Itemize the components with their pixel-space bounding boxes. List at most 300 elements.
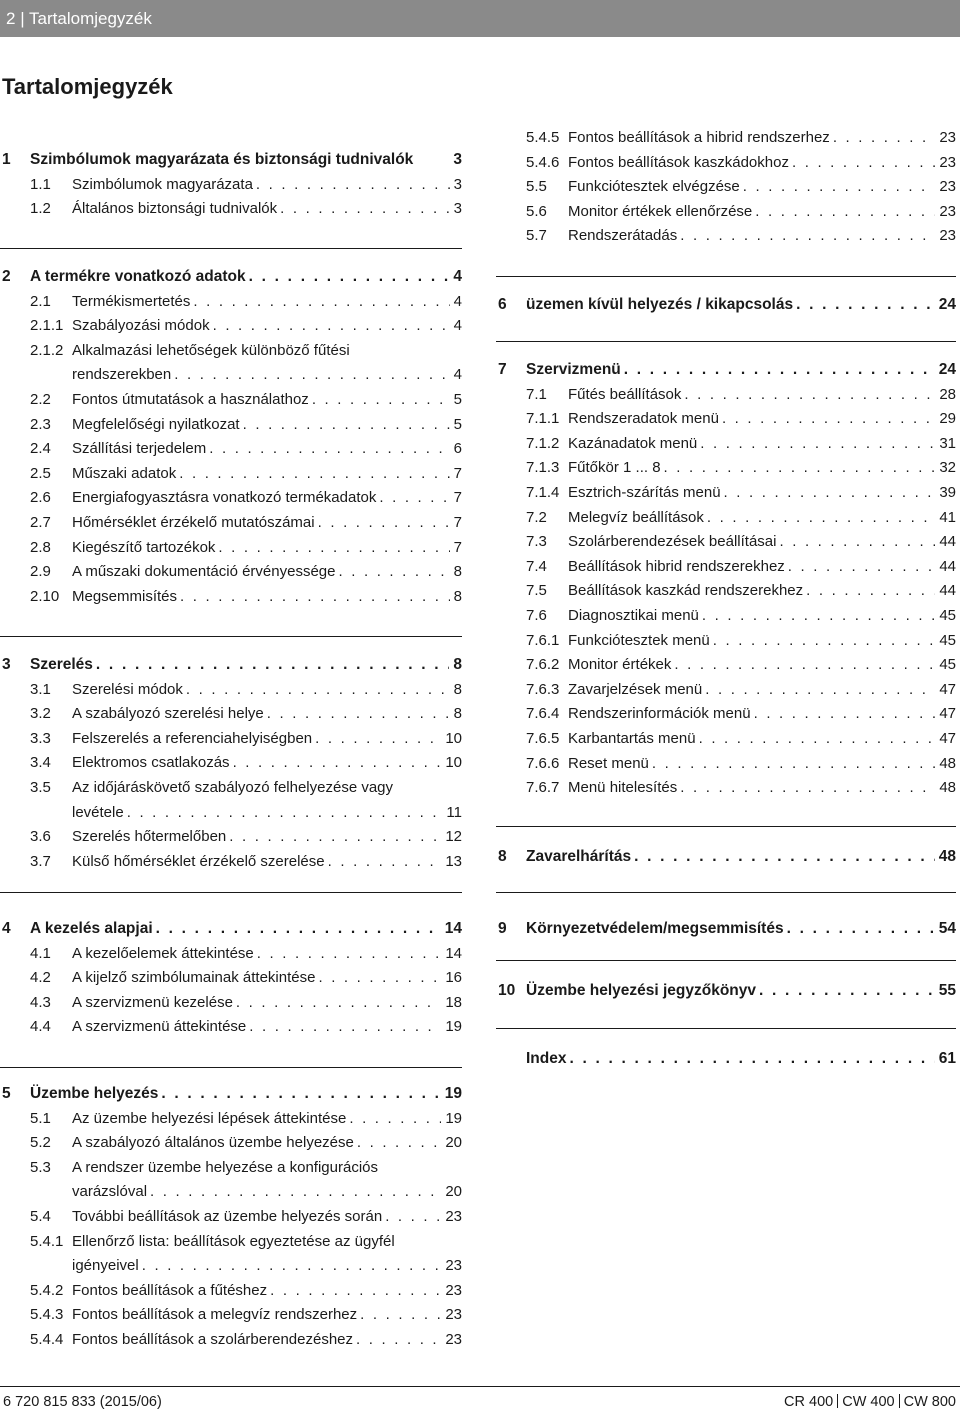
toc-entry-page: 20 <box>445 1183 462 1201</box>
toc-dot-leader <box>756 979 935 1004</box>
header-separator: | <box>20 9 25 28</box>
toc-entry[interactable] <box>0 462 462 487</box>
toc-entry-page: 4 <box>453 317 462 335</box>
toc-entry-title-row <box>72 413 462 438</box>
toc-dot-leader <box>721 481 936 506</box>
toc-entry-page <box>458 339 462 364</box>
toc-entry-title-row <box>72 1303 462 1328</box>
toc-entry[interactable] <box>0 917 462 942</box>
footer-separator <box>899 1394 900 1408</box>
toc-dot-leader <box>696 727 936 752</box>
toc-entry-title-row <box>568 456 956 481</box>
toc-dot-leader <box>710 629 936 654</box>
toc-entry[interactable] <box>496 1047 956 1072</box>
toc-entry-number: 5.4 <box>30 1207 51 1225</box>
toc-dot-leader <box>677 224 935 249</box>
toc-entry-number: 3.5 <box>30 778 51 796</box>
toc-entry[interactable] <box>496 604 956 629</box>
toc-entry-title-row <box>568 702 956 727</box>
toc-dot-leader <box>566 1047 934 1072</box>
toc-entry-page <box>458 1230 462 1255</box>
toc-entry-title-row <box>526 979 956 1004</box>
toc-entry[interactable] <box>496 456 956 481</box>
toc-entry[interactable] <box>0 363 462 388</box>
toc-entry-title-row <box>30 1082 462 1107</box>
footer-separator <box>837 1394 838 1408</box>
toc-entry-title: Környezetvédelem/megsemmisítés <box>526 920 784 937</box>
toc-entry-title-row <box>568 200 956 225</box>
toc-entry-number: 5.4.2 <box>30 1281 64 1299</box>
toc-dot-leader <box>353 1328 441 1353</box>
toc-entry[interactable] <box>496 727 956 752</box>
toc-entry-title: Üzembe helyezés <box>30 1085 159 1102</box>
toc-entry-page: 3 <box>453 151 462 168</box>
toc-dot-leader <box>661 456 936 481</box>
toc-entry-title: Fontos útmutatások a használathoz <box>72 390 309 408</box>
running-header <box>0 0 960 37</box>
toc-entry-number: 2.3 <box>30 415 51 433</box>
toc-entry-number: 3.4 <box>30 754 51 772</box>
toc-entry-number: 2.6 <box>30 489 51 507</box>
toc-entry[interactable] <box>0 942 462 967</box>
toc-entry[interactable] <box>0 1303 462 1328</box>
toc-entry[interactable] <box>496 224 956 249</box>
toc-entry-title-row <box>568 151 956 176</box>
toc-entry-page <box>458 776 462 801</box>
toc-entry[interactable] <box>0 560 462 585</box>
toc-entry-number: 4.4 <box>30 1018 51 1036</box>
toc-entry-number: 7.2 <box>526 508 547 526</box>
toc-section <box>0 892 462 1040</box>
toc-entry[interactable] <box>496 481 956 506</box>
toc-entry[interactable] <box>0 173 462 198</box>
toc-entry-title-row <box>72 751 462 776</box>
toc-entry-title: Energiafogyasztásra vonatkozó termékadatok <box>72 489 377 507</box>
toc-entry-title-row <box>568 629 956 654</box>
toc-entry-page: 54 <box>938 920 956 937</box>
toc-entry[interactable] <box>0 801 462 826</box>
toc-entry[interactable] <box>496 629 956 654</box>
toc-entry[interactable] <box>496 979 956 1004</box>
toc-entry-page: 4 <box>453 366 462 384</box>
toc-entry-number: 7.6.7 <box>526 779 560 797</box>
toc-dot-leader <box>671 653 935 678</box>
toc-entry-number: 1.1 <box>30 175 51 193</box>
toc-entry-number: 10 <box>498 982 516 999</box>
toc-entry-title: Rendszerinformációk menü <box>568 705 751 723</box>
toc-entry-title-row <box>30 265 462 290</box>
toc-entry-number: 2.8 <box>30 538 51 556</box>
toc-entry-title-row <box>72 702 462 727</box>
toc-entry[interactable] <box>0 751 462 776</box>
toc-entry-page: 8 <box>453 705 462 723</box>
footer-model: CW 400 <box>842 1394 895 1410</box>
toc-dot-leader <box>740 175 936 200</box>
toc-entry-title-row <box>30 653 462 678</box>
toc-dot-leader <box>803 579 935 604</box>
toc-dot-leader <box>784 917 935 942</box>
toc-entry[interactable] <box>0 678 462 703</box>
toc-entry-title: Szimbólumok magyarázata <box>72 175 253 193</box>
toc-entry-page: 7 <box>453 489 462 507</box>
toc-section <box>0 1067 462 1353</box>
toc-entry-page: 44 <box>939 582 956 600</box>
toc-entry-title: Fontos beállítások kaszkádokhoz <box>568 153 789 171</box>
toc-entry[interactable] <box>0 148 462 173</box>
toc-entry-title-row <box>568 530 956 555</box>
toc-dot-leader <box>246 265 450 290</box>
toc-dot-leader <box>312 727 441 752</box>
toc-entry[interactable] <box>0 1082 462 1107</box>
toc-entry-page: 45 <box>939 631 956 649</box>
toc-entry-page: 29 <box>939 410 956 428</box>
toc-entry-title: Megsemmisítés <box>72 587 178 605</box>
toc-entry-title-row <box>72 314 462 339</box>
toc-dot-leader <box>206 437 449 462</box>
toc-dot-leader <box>226 825 441 850</box>
toc-entry-title-row <box>568 126 956 151</box>
toc-entry[interactable] <box>496 579 956 604</box>
toc-entry[interactable] <box>0 1254 462 1279</box>
toc-entry-title-row <box>30 148 462 173</box>
toc-entry-title: Index <box>526 1050 567 1067</box>
toc-dot-leader <box>789 151 935 176</box>
toc-entry-title-row <box>72 825 462 850</box>
toc-entry[interactable] <box>0 1328 462 1353</box>
toc-entry-number: 7.4 <box>526 557 547 575</box>
toc-entry-page: 7 <box>453 513 462 531</box>
toc-entry-number: 5.4.4 <box>30 1330 64 1348</box>
toc-entry-title-row <box>526 917 956 942</box>
toc-entry-title: Szabályozási módok <box>72 317 210 335</box>
toc-entry-number: 5.2 <box>30 1134 51 1152</box>
toc-entry-page: 11 <box>446 803 462 821</box>
toc-entry-title-row <box>72 1205 462 1230</box>
toc-dot-leader <box>376 486 449 511</box>
toc-entry-title: A kezelőelemek áttekintése <box>72 944 254 962</box>
toc-entry[interactable] <box>0 314 462 339</box>
toc-entry-number: 4.2 <box>30 969 51 987</box>
toc-entry-page: 47 <box>939 705 956 723</box>
toc-entry-title-row <box>72 678 462 703</box>
toc-entry[interactable] <box>0 536 462 561</box>
toc-entry-number: 5.7 <box>526 227 547 245</box>
toc-dot-leader <box>93 653 449 678</box>
toc-entry-title: Alkalmazási lehetőségek különböző fűtési <box>72 341 350 359</box>
toc-entry-title: A kijelző szimbólumainak áttekintése <box>72 969 316 987</box>
toc-entry[interactable] <box>0 1180 462 1205</box>
toc-entry-page: 4 <box>453 268 462 285</box>
toc-section <box>496 960 956 1004</box>
toc-entry-title-row <box>568 383 956 408</box>
toc-entry-title-row <box>526 293 956 318</box>
toc-section <box>0 248 462 609</box>
toc-entry-title: A kezelés alapjai <box>30 920 153 937</box>
toc-entry[interactable] <box>496 407 956 432</box>
toc-entry-number: 2.1.2 <box>30 341 64 359</box>
toc-entry[interactable] <box>496 293 956 318</box>
toc-entry-title: Az időjáráskövető szabályozó felhelyezése vagy <box>72 778 394 796</box>
toc-entry[interactable] <box>496 917 956 942</box>
toc-entry-title-row <box>568 175 956 200</box>
toc-entry-title: Rendszerátadás <box>568 227 678 245</box>
toc-entry-title-row <box>72 585 462 610</box>
toc-entry-title-row <box>568 579 956 604</box>
toc-entry[interactable] <box>496 175 956 200</box>
toc-dot-leader <box>176 462 449 487</box>
toc-section <box>0 130 462 222</box>
toc-entry[interactable] <box>0 1230 462 1255</box>
toc-entry[interactable] <box>496 752 956 777</box>
toc-entry-title-row <box>526 358 956 383</box>
toc-entry[interactable] <box>0 776 462 801</box>
toc-entry-number: 3.7 <box>30 852 51 870</box>
toc-entry-page: 3 <box>453 175 462 193</box>
toc-entry-number: 5.4.1 <box>30 1232 64 1250</box>
toc-entry-title: Kazánadatok menü <box>568 434 698 452</box>
toc-entry-page: 13 <box>445 852 462 870</box>
toc-entry-title: Felszerelés a referenciahelyiségben <box>72 729 313 747</box>
toc-dot-leader <box>752 200 935 225</box>
toc-entry-title: Fontos beállítások a fűtéshez <box>72 1281 268 1299</box>
toc-entry-page: 55 <box>938 982 956 999</box>
toc-entry-number: 7.1 <box>526 385 547 403</box>
toc-entry-title-row <box>526 1047 956 1072</box>
toc-entry-number: 2 <box>2 268 11 285</box>
toc-entry-title: rendszerekben <box>72 366 172 384</box>
toc-entry-title-row <box>72 1328 462 1353</box>
toc-entry-title: Funkciótesztek menü <box>568 631 710 649</box>
toc-entry-title: Rendszeradatok menü <box>568 410 719 428</box>
toc-entry[interactable] <box>496 776 956 801</box>
toc-dot-leader <box>171 363 449 388</box>
toc-entry-number: 7.6.2 <box>526 656 560 674</box>
toc-entry-number: 3.2 <box>30 705 51 723</box>
toc-entry-page: 7 <box>453 464 462 482</box>
toc-entry-title: Szerelési módok <box>72 680 183 698</box>
toc-entry-page: 48 <box>939 779 956 797</box>
toc-entry[interactable] <box>0 413 462 438</box>
toc-entry-title: Üzembe helyezési jegyzőkönyv <box>526 982 757 999</box>
toc-entry-page: 23 <box>445 1306 462 1324</box>
toc-entry-page: 7 <box>453 538 462 556</box>
toc-entry-title-row <box>568 678 956 703</box>
toc-spacer <box>350 339 458 364</box>
toc-entry-title-row <box>72 776 462 801</box>
toc-entry[interactable] <box>496 151 956 176</box>
toc-entry-title-row <box>72 1230 462 1255</box>
toc-spacer <box>393 776 458 801</box>
toc-entry-title-row <box>72 1156 462 1181</box>
toc-dot-leader <box>697 432 935 457</box>
toc-entry-title: Esztrich-szárítás menü <box>568 483 721 501</box>
toc-spacer <box>395 1230 458 1255</box>
toc-entry-number: 9 <box>498 920 507 937</box>
toc-entry[interactable] <box>0 265 462 290</box>
toc-entry-number: 5.4.6 <box>526 153 560 171</box>
toc-entry-title: Melegvíz beállítások <box>568 508 704 526</box>
toc-entry[interactable] <box>496 678 956 703</box>
toc-entry-title: Általános biztonsági tudnivalók <box>72 200 278 218</box>
header-page-number: 2 <box>6 9 16 28</box>
toc-entry-title: Fontos beállítások a szolárberendezéshez <box>72 1330 354 1348</box>
toc-entry[interactable] <box>0 1015 462 1040</box>
toc-entry[interactable] <box>0 388 462 413</box>
toc-entry-title-row <box>72 727 462 752</box>
toc-entry[interactable] <box>496 555 956 580</box>
toc-entry-title-row <box>568 604 956 629</box>
toc-entry-page: 47 <box>939 729 956 747</box>
toc-entry-number: 4 <box>2 920 11 937</box>
toc-entry[interactable] <box>496 200 956 225</box>
toc-entry-title-row <box>568 224 956 249</box>
toc-entry-title-row <box>72 339 462 364</box>
toc-entry[interactable] <box>496 506 956 531</box>
toc-entry[interactable] <box>496 845 956 870</box>
toc-dot-leader <box>124 801 443 826</box>
toc-entry-number: 5 <box>2 1085 11 1102</box>
toc-entry-title: Szerelés <box>30 656 93 673</box>
toc-entry-title: Szállítási terjedelem <box>72 440 207 458</box>
toc-entry-number: 6 <box>498 296 507 313</box>
toc-entry-number: 3.3 <box>30 729 51 747</box>
toc-entry-number: 5.4.5 <box>526 129 560 146</box>
toc-entry-page: 32 <box>939 459 956 477</box>
toc-entry-number: 7.6 <box>526 606 547 624</box>
toc-entry-page: 8 <box>453 656 462 673</box>
toc-entry-page: 39 <box>939 483 956 501</box>
toc-entry-page: 16 <box>445 969 462 987</box>
toc-entry-title-row <box>72 173 462 198</box>
toc-entry-title-row <box>72 290 462 315</box>
toc-entry-title: Termékismertetés <box>72 292 191 310</box>
toc-entry-number: 2.10 <box>30 587 60 605</box>
toc-dot-leader <box>704 506 935 531</box>
toc-section <box>496 1028 956 1072</box>
toc-entry[interactable] <box>0 991 462 1016</box>
toc-entry[interactable] <box>0 486 462 511</box>
toc-dot-leader <box>183 678 450 703</box>
toc-entry[interactable] <box>0 1156 462 1181</box>
toc-entry-number: 5.1 <box>30 1109 51 1127</box>
toc-entry-title-row <box>72 801 462 826</box>
toc-entry[interactable] <box>0 339 462 364</box>
toc-entry-title-row <box>72 991 462 1016</box>
toc-entry-title: Ellenőrző lista: beállítások egyeztetése az ügyfél <box>72 1232 395 1250</box>
footer-models <box>784 1387 956 1417</box>
toc-dot-leader <box>325 850 442 875</box>
toc-entry-title-row <box>72 363 462 388</box>
toc-entry-title: A szervizmenü kezelése <box>72 993 233 1011</box>
toc-entry-title-row <box>72 966 462 991</box>
toc-entry-title: Fontos beállítások a hibrid rendszerhez <box>568 129 830 146</box>
toc-entry-title: Monitor értékek ellenőrzése <box>568 202 753 220</box>
toc-entry-title: Hőmérséklet érzékelő mutatószámai <box>72 513 315 531</box>
toc-entry-number: 7.5 <box>526 582 547 600</box>
toc-entry[interactable] <box>496 383 956 408</box>
toc-entry-title: Funkciótesztek elvégzése <box>568 178 740 196</box>
toc-entry-page: 20 <box>445 1134 462 1152</box>
toc-entry[interactable] <box>0 1279 462 1304</box>
toc-entry-title-row <box>72 1015 462 1040</box>
toc-dot-leader <box>677 776 935 801</box>
toc-entry-title: Műszaki adatok <box>72 464 177 482</box>
toc-dot-leader <box>230 751 442 776</box>
toc-dot-leader <box>264 702 450 727</box>
toc-entry-page: 14 <box>444 920 462 937</box>
toc-entry-page: 48 <box>939 754 956 772</box>
toc-entry[interactable] <box>0 825 462 850</box>
toc-entry-number: 7.3 <box>526 533 547 551</box>
toc-entry-title: A szabályozó általános üzembe helyezése <box>72 1134 354 1152</box>
toc-entry-page: 3 <box>453 200 462 218</box>
toc-dot-leader <box>215 536 449 561</box>
toc-entry[interactable] <box>0 1131 462 1156</box>
toc-entry[interactable] <box>0 1107 462 1132</box>
toc-entry-title-row <box>72 1131 462 1156</box>
toc-entry[interactable] <box>0 653 462 678</box>
toc-entry-number: 7.6.1 <box>526 631 560 649</box>
toc-entry[interactable] <box>496 702 956 727</box>
toc-dot-leader <box>309 388 450 413</box>
toc-entry[interactable] <box>496 358 956 383</box>
toc-dot-leader <box>233 991 441 1016</box>
toc-dot-leader <box>315 511 450 536</box>
toc-entry-page: 44 <box>939 533 956 551</box>
toc-section <box>496 826 956 870</box>
toc-entry-page: 10 <box>445 754 462 772</box>
toc-entry[interactable] <box>0 1205 462 1230</box>
toc-section <box>0 636 462 874</box>
toc-entry[interactable] <box>0 290 462 315</box>
toc-entry[interactable] <box>496 432 956 457</box>
toc-entry-title: További beállítások az üzembe helyezés során <box>72 1207 383 1225</box>
toc-entry[interactable] <box>0 585 462 610</box>
toc-entry-number: 4.1 <box>30 944 51 962</box>
toc-entry-page: 12 <box>445 828 462 846</box>
toc-entry[interactable] <box>0 702 462 727</box>
toc-entry-page: 19 <box>445 1018 462 1036</box>
toc-entry-page: 8 <box>453 680 462 698</box>
toc-entry-number: 7.1.4 <box>526 483 560 501</box>
toc-entry[interactable] <box>0 966 462 991</box>
toc-entry-title-row <box>72 1254 462 1279</box>
toc-entry-title: Szerelés hőtermelőben <box>72 828 227 846</box>
toc-entry[interactable] <box>496 653 956 678</box>
toc-entry-page: 8 <box>453 587 462 605</box>
toc-entry-title-row <box>72 486 462 511</box>
toc-entry[interactable] <box>0 197 462 222</box>
toc-entry[interactable] <box>0 727 462 752</box>
toc-entry-title-row <box>72 942 462 967</box>
toc-entry[interactable] <box>496 126 956 151</box>
toc-entry-page: 24 <box>938 296 956 313</box>
toc-entry-title: Szolárberendezések beállításai <box>568 533 777 551</box>
toc-entry[interactable] <box>0 511 462 536</box>
toc-section <box>496 126 956 249</box>
toc-section <box>496 341 956 801</box>
toc-entry-title: A rendszer üzembe helyezése a konfigurációs <box>72 1158 379 1176</box>
toc-entry[interactable] <box>0 850 462 875</box>
toc-dot-leader <box>177 585 450 610</box>
toc-dot-leader <box>357 1303 441 1328</box>
toc-entry[interactable] <box>496 530 956 555</box>
toc-entry-page: 18 <box>445 993 462 1011</box>
toc-entry[interactable] <box>0 437 462 462</box>
toc-entry-title-row <box>568 506 956 531</box>
toc-entry-number: 7 <box>498 361 507 378</box>
toc-entry-page: 23 <box>445 1330 462 1348</box>
